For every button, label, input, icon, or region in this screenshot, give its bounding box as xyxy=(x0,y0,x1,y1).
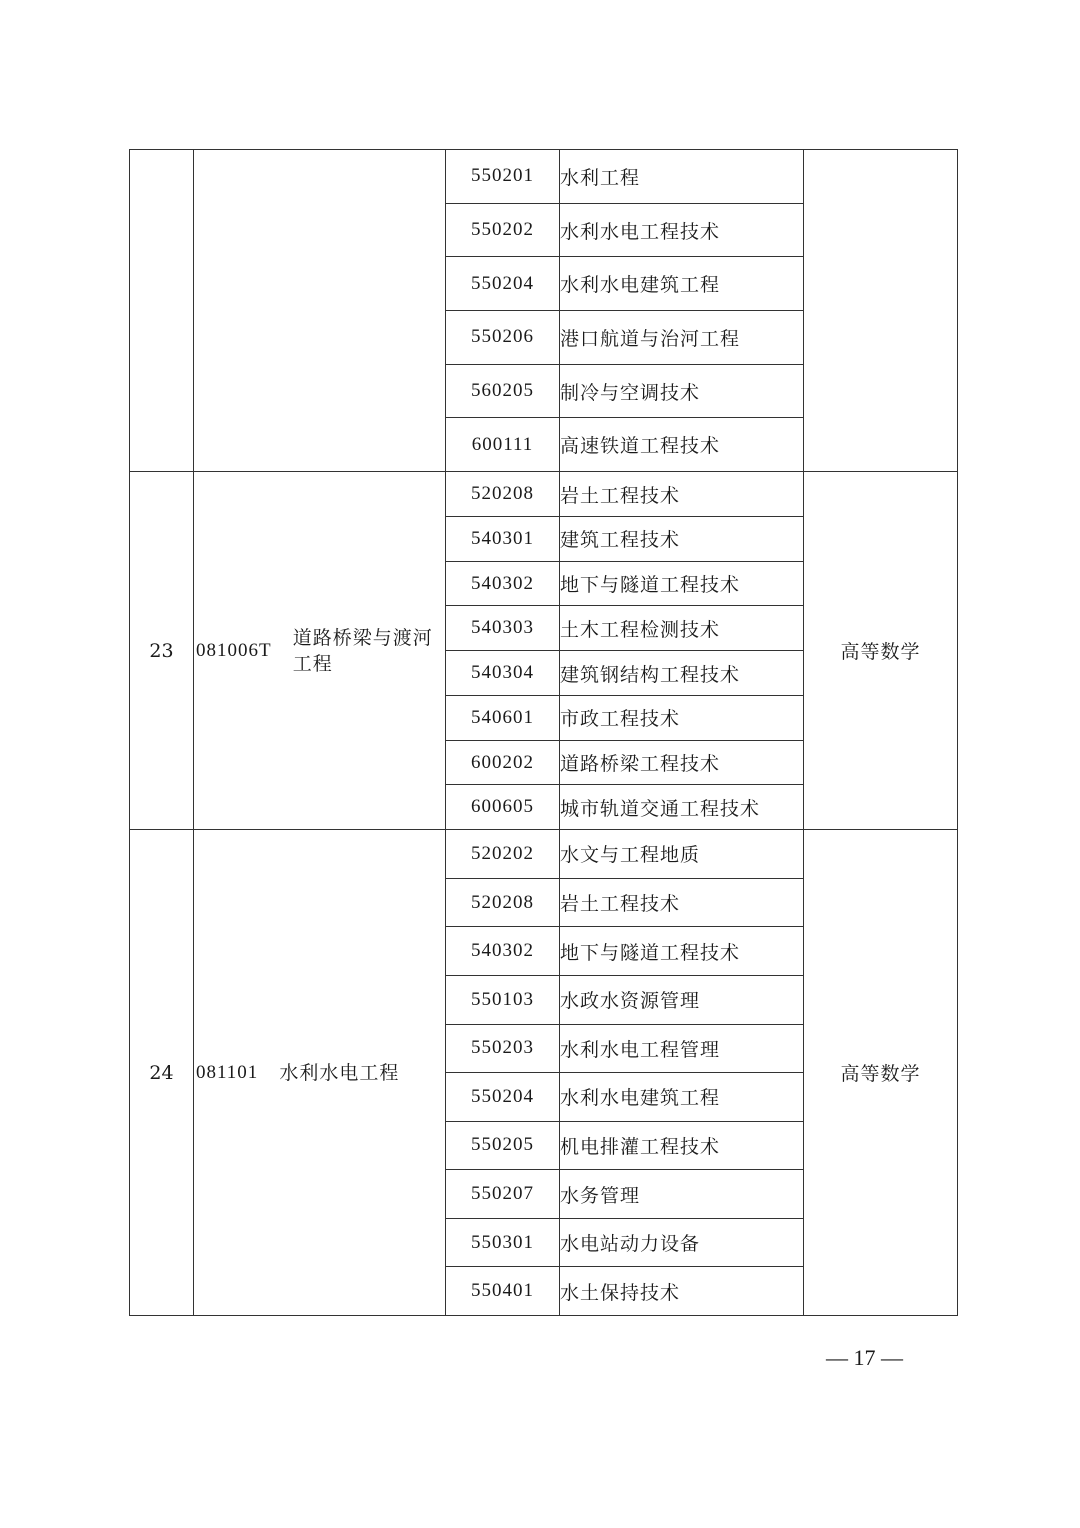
exam-subject: 高等数学 xyxy=(804,830,958,1316)
vocational-name: 港口航道与治河工程 xyxy=(560,311,804,365)
vocational-name: 制冷与空调技术 xyxy=(560,364,804,418)
vocational-name: 水利工程 xyxy=(560,150,804,204)
vocational-name: 地下与隧道工程技术 xyxy=(560,561,804,606)
major-code: 081101 xyxy=(196,1061,259,1083)
vocational-name: 水利水电建筑工程 xyxy=(560,257,804,311)
vocational-code: 600111 xyxy=(446,418,560,472)
undergrad-major-cell xyxy=(194,150,446,472)
vocational-name: 水文与工程地质 xyxy=(560,830,804,879)
vocational-code: 520208 xyxy=(446,472,560,517)
vocational-code: 550301 xyxy=(446,1218,560,1267)
vocational-name: 水土保持技术 xyxy=(560,1267,804,1316)
vocational-code: 540302 xyxy=(446,561,560,606)
vocational-name: 水政水资源管理 xyxy=(560,975,804,1024)
row-number xyxy=(130,150,194,472)
vocational-name: 高速铁道工程技术 xyxy=(560,418,804,472)
vocational-code: 550206 xyxy=(446,311,560,365)
vocational-code: 520208 xyxy=(446,878,560,927)
exam-subject: 高等数学 xyxy=(804,472,958,830)
table-row xyxy=(130,830,958,879)
vocational-code: 600202 xyxy=(446,740,560,785)
vocational-name: 机电排灌工程技术 xyxy=(560,1121,804,1170)
vocational-name: 市政工程技术 xyxy=(560,695,804,740)
vocational-name: 岩土工程技术 xyxy=(560,878,804,927)
page-number: — 17 — xyxy=(826,1345,903,1370)
vocational-code: 550203 xyxy=(446,1024,560,1073)
vocational-code: 550204 xyxy=(446,257,560,311)
major-mapping-table xyxy=(129,149,958,1316)
vocational-name: 水电站动力设备 xyxy=(560,1218,804,1267)
major-name: 水利水电工程 xyxy=(279,1061,400,1084)
vocational-name: 道路桥梁工程技术 xyxy=(560,740,804,785)
vocational-name: 水利水电建筑工程 xyxy=(560,1073,804,1122)
table-row xyxy=(130,472,958,517)
undergrad-major xyxy=(194,1060,445,1086)
vocational-name: 城市轨道交通工程技术 xyxy=(560,785,804,830)
vocational-code: 560205 xyxy=(446,364,560,418)
vocational-code: 600605 xyxy=(446,785,560,830)
undergrad-major-cell xyxy=(194,830,446,1316)
undergrad-major xyxy=(194,298,445,324)
major-name: 道路桥梁与渡河工程 xyxy=(292,626,433,675)
row-number: 24 xyxy=(130,830,194,1316)
vocational-name: 建筑工程技术 xyxy=(560,516,804,561)
vocational-name: 岩土工程技术 xyxy=(560,472,804,517)
table-body xyxy=(130,150,958,1316)
vocational-name: 水务管理 xyxy=(560,1170,804,1219)
row-number: 23 xyxy=(130,472,194,830)
major-code: 081006T xyxy=(196,639,272,661)
vocational-code: 540601 xyxy=(446,695,560,740)
vocational-name: 建筑钢结构工程技术 xyxy=(560,651,804,696)
vocational-code: 550205 xyxy=(446,1121,560,1170)
vocational-code: 540301 xyxy=(446,516,560,561)
vocational-code: 550201 xyxy=(446,150,560,204)
vocational-code: 540302 xyxy=(446,927,560,976)
exam-subject xyxy=(804,150,958,472)
vocational-name: 地下与隧道工程技术 xyxy=(560,927,804,976)
vocational-code: 550202 xyxy=(446,203,560,257)
vocational-code: 550207 xyxy=(446,1170,560,1219)
vocational-code: 540304 xyxy=(446,651,560,696)
vocational-code: 550204 xyxy=(446,1073,560,1122)
vocational-name: 水利水电工程技术 xyxy=(560,203,804,257)
undergrad-major-cell xyxy=(194,472,446,830)
vocational-name: 土木工程检测技术 xyxy=(560,606,804,651)
table-row xyxy=(130,150,958,204)
vocational-code: 520202 xyxy=(446,830,560,879)
vocational-name: 水利水电工程管理 xyxy=(560,1024,804,1073)
vocational-code: 540303 xyxy=(446,606,560,651)
undergrad-major xyxy=(194,625,445,677)
vocational-code: 550103 xyxy=(446,975,560,1024)
vocational-code: 550401 xyxy=(446,1267,560,1316)
